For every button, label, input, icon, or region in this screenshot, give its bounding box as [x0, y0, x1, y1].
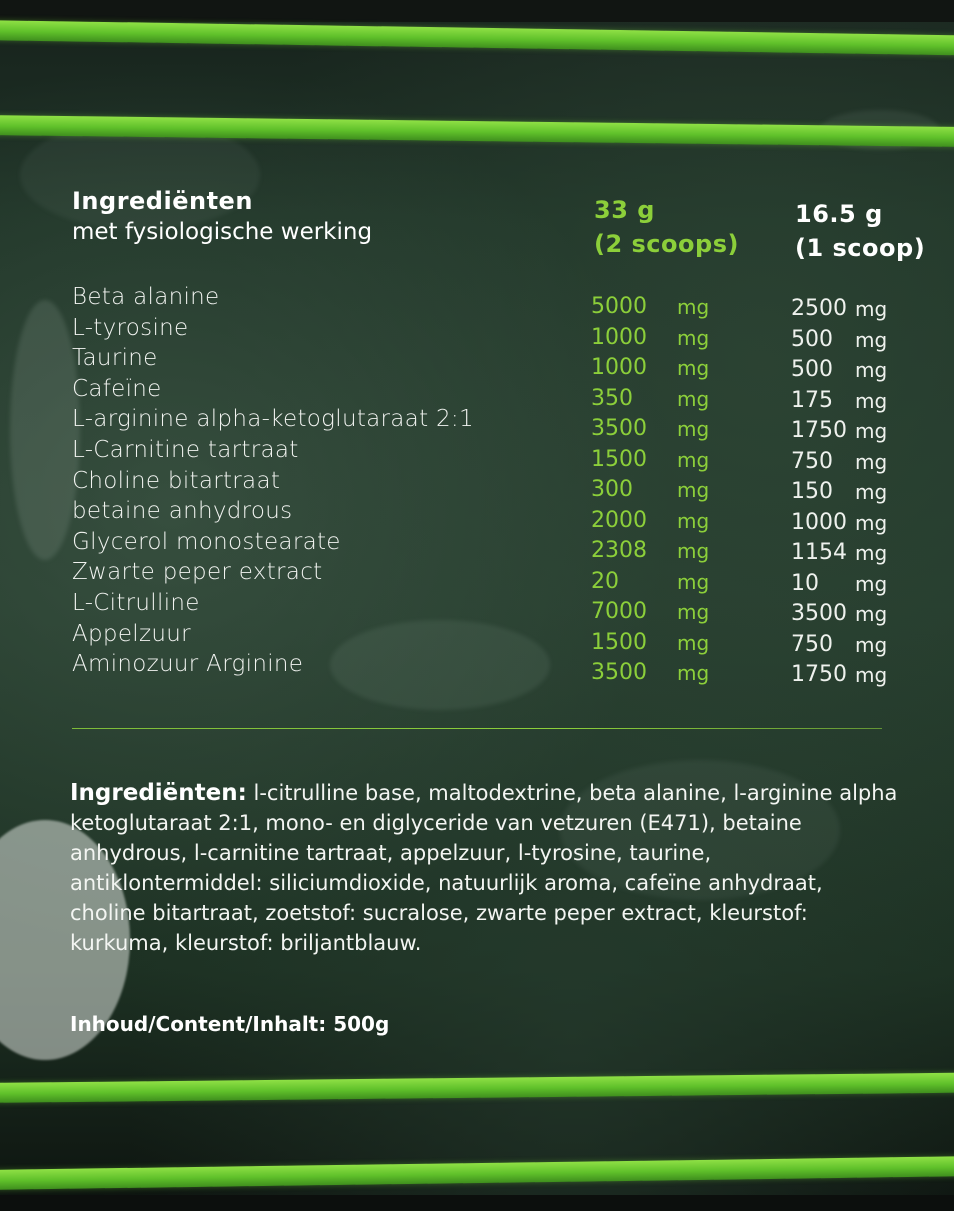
amount-33g-unit: mg [677, 661, 710, 685]
amount-33g-unit: mg [677, 417, 710, 441]
amount-33g-row [591, 536, 741, 567]
ingredients-heading [72, 186, 542, 248]
amount-33g-row [591, 475, 741, 506]
column-header-33g-scoops: (2 scoops) [594, 230, 739, 258]
ingredients-statement-lead: Ingrediënten: [70, 780, 247, 806]
amount-33g-unit: mg [677, 478, 710, 502]
ingredients-statement [70, 778, 900, 958]
amount-16-5g-unit: mg [855, 632, 888, 657]
amount-16-5g-value: 750 [791, 448, 833, 474]
ingredient-name: L-Carnitine tartraat [72, 436, 299, 463]
amount-16-5g-row [791, 325, 911, 356]
green-stripe-bottom-2 [0, 1156, 954, 1190]
amount-16-5g-unit: mg [855, 449, 888, 474]
amount-16-5g-value: 1750 [791, 662, 847, 687]
amount-33g-row [591, 323, 741, 354]
amount-33g-row [591, 597, 741, 628]
ingredient-name-list [72, 282, 552, 680]
amount-16-5g-value: 1000 [791, 509, 847, 535]
ingredient-name: Taurine [72, 345, 158, 372]
amount-16-5g-unit: mg [855, 510, 888, 535]
amount-33g-value: 2308 [591, 538, 647, 563]
amount-16-5g-row [791, 599, 911, 630]
amount-33g-value: 7000 [591, 599, 647, 624]
amount-16-5g-unit: mg [855, 541, 888, 565]
top-dark-band [0, 0, 954, 22]
amount-33g-unit: mg [677, 447, 710, 472]
net-content: Inhoud/Content/Inhalt: 500g [70, 1012, 390, 1036]
amount-16-5g-value: 750 [791, 631, 833, 657]
amount-16-5g-unit: mg [855, 388, 888, 413]
amount-33g-value: 5000 [591, 294, 647, 319]
section-divider [72, 728, 882, 729]
column-header-16-5g [795, 197, 925, 265]
amount-33g-value: 1000 [591, 324, 647, 350]
amount-column-16-5g [791, 294, 911, 691]
ingredient-name: Glycerol monostearate [72, 528, 341, 555]
bottom-dark-band [0, 1195, 954, 1211]
amount-16-5g-row [791, 386, 911, 417]
amount-33g-row [591, 384, 741, 415]
amount-33g-unit: mg [677, 600, 710, 624]
green-stripe-bottom-1 [0, 1073, 954, 1103]
amount-33g-unit: mg [677, 539, 710, 563]
amount-16-5g-value: 2500 [791, 296, 847, 321]
amount-16-5g-row [791, 508, 911, 539]
amount-33g-row [591, 414, 741, 445]
amount-16-5g-row [791, 660, 911, 691]
ingredient-name: Aminozuur Arginine [72, 651, 304, 678]
ingredient-name: Choline bitartraat [72, 467, 281, 494]
amount-33g-row [591, 353, 741, 384]
amount-33g-value: 350 [591, 385, 633, 411]
amount-16-5g-unit: mg [855, 419, 888, 443]
ingredient-name: Cafeïne [72, 375, 162, 402]
amount-16-5g-unit: mg [855, 327, 888, 352]
amount-16-5g-row [791, 355, 911, 386]
ingredient-name: Zwarte peper extract [72, 559, 323, 586]
column-header-16-5g-scoops: (1 scoop) [795, 234, 926, 262]
amount-16-5g-row [791, 416, 911, 447]
amount-33g-value: 20 [591, 568, 619, 594]
amount-column-33g [591, 292, 741, 689]
column-header-33g [594, 193, 739, 261]
amount-33g-unit: mg [677, 508, 710, 533]
amount-33g-value: 1500 [591, 446, 647, 472]
amount-16-5g-value: 1154 [791, 540, 847, 565]
amount-33g-unit: mg [677, 295, 710, 319]
amount-33g-unit: mg [677, 325, 710, 350]
amount-16-5g-value: 500 [791, 357, 833, 382]
amount-33g-row [591, 506, 741, 537]
amount-33g-row [591, 292, 741, 323]
amount-33g-unit: mg [677, 569, 710, 594]
amount-33g-value: 2000 [591, 507, 647, 533]
paint-splatter [10, 300, 80, 560]
amount-33g-unit: mg [677, 356, 710, 380]
amount-16-5g-row [791, 447, 911, 478]
amount-16-5g-unit: mg [855, 602, 888, 626]
ingredient-name: Beta alanine [72, 284, 220, 310]
ingredient-name: L-tyrosine [72, 314, 189, 341]
amount-16-5g-value: 500 [791, 326, 833, 352]
amount-33g-row [591, 658, 741, 689]
amount-16-5g-value: 175 [791, 387, 833, 413]
amount-33g-value: 3500 [591, 660, 647, 685]
amount-16-5g-unit: mg [855, 480, 888, 504]
amount-33g-row [591, 628, 741, 659]
amount-16-5g-row [791, 569, 911, 600]
amount-16-5g-value: 3500 [791, 601, 847, 626]
heading-title: Ingrediënten [72, 187, 253, 215]
amount-33g-value: 1000 [591, 355, 647, 380]
amount-16-5g-value: 10 [791, 570, 819, 596]
amount-33g-unit: mg [677, 386, 710, 411]
ingredient-name: L-arginine alpha-ketoglutaraat 2:1 [72, 406, 474, 433]
ingredients-statement-text: l-citrulline base, maltodextrine, beta alanine, l-arginine alpha ketoglutaraat 2:1, mono- en diglyceride van vetzuren (E471), betaine anhydrous, l-carnitine tartraat, appelzuur, l-tyrosine, taurine, antiklontermiddel: siliciumdioxide, natuurlijk aroma, cafeïne anhydraat, choline bitartraat, zoetstof: sucralose, zwarte peper extract, kleurstof: kurkuma, kleurstof: briljantblauw. [70, 781, 898, 955]
amount-33g-row [591, 567, 741, 598]
amount-16-5g-row [791, 477, 911, 508]
amount-33g-value: 3500 [591, 416, 647, 441]
amount-16-5g-value: 1750 [791, 418, 847, 443]
amount-33g-value: 300 [591, 477, 633, 502]
amount-16-5g-unit: mg [855, 663, 888, 687]
amount-16-5g-unit: mg [855, 297, 888, 321]
amount-33g-row [591, 445, 741, 476]
ingredient-name: Appelzuur [72, 620, 191, 647]
amount-16-5g-row [791, 294, 911, 325]
column-header-33g-weight: 33 g [594, 196, 655, 224]
amount-16-5g-unit: mg [855, 571, 888, 596]
amount-16-5g-row [791, 538, 911, 569]
amount-16-5g-value: 150 [791, 479, 833, 504]
column-header-16-5g-weight: 16.5 g [795, 200, 883, 228]
heading-subtitle: met fysiologische werking [72, 219, 373, 245]
amount-33g-unit: mg [677, 630, 710, 655]
amount-16-5g-unit: mg [855, 358, 888, 382]
amount-16-5g-row [791, 630, 911, 661]
green-stripe-top-1 [0, 20, 954, 56]
ingredient-name: betaine anhydrous [72, 498, 293, 525]
ingredient-name: L-Citrulline [72, 589, 200, 616]
amount-33g-value: 1500 [591, 629, 647, 655]
